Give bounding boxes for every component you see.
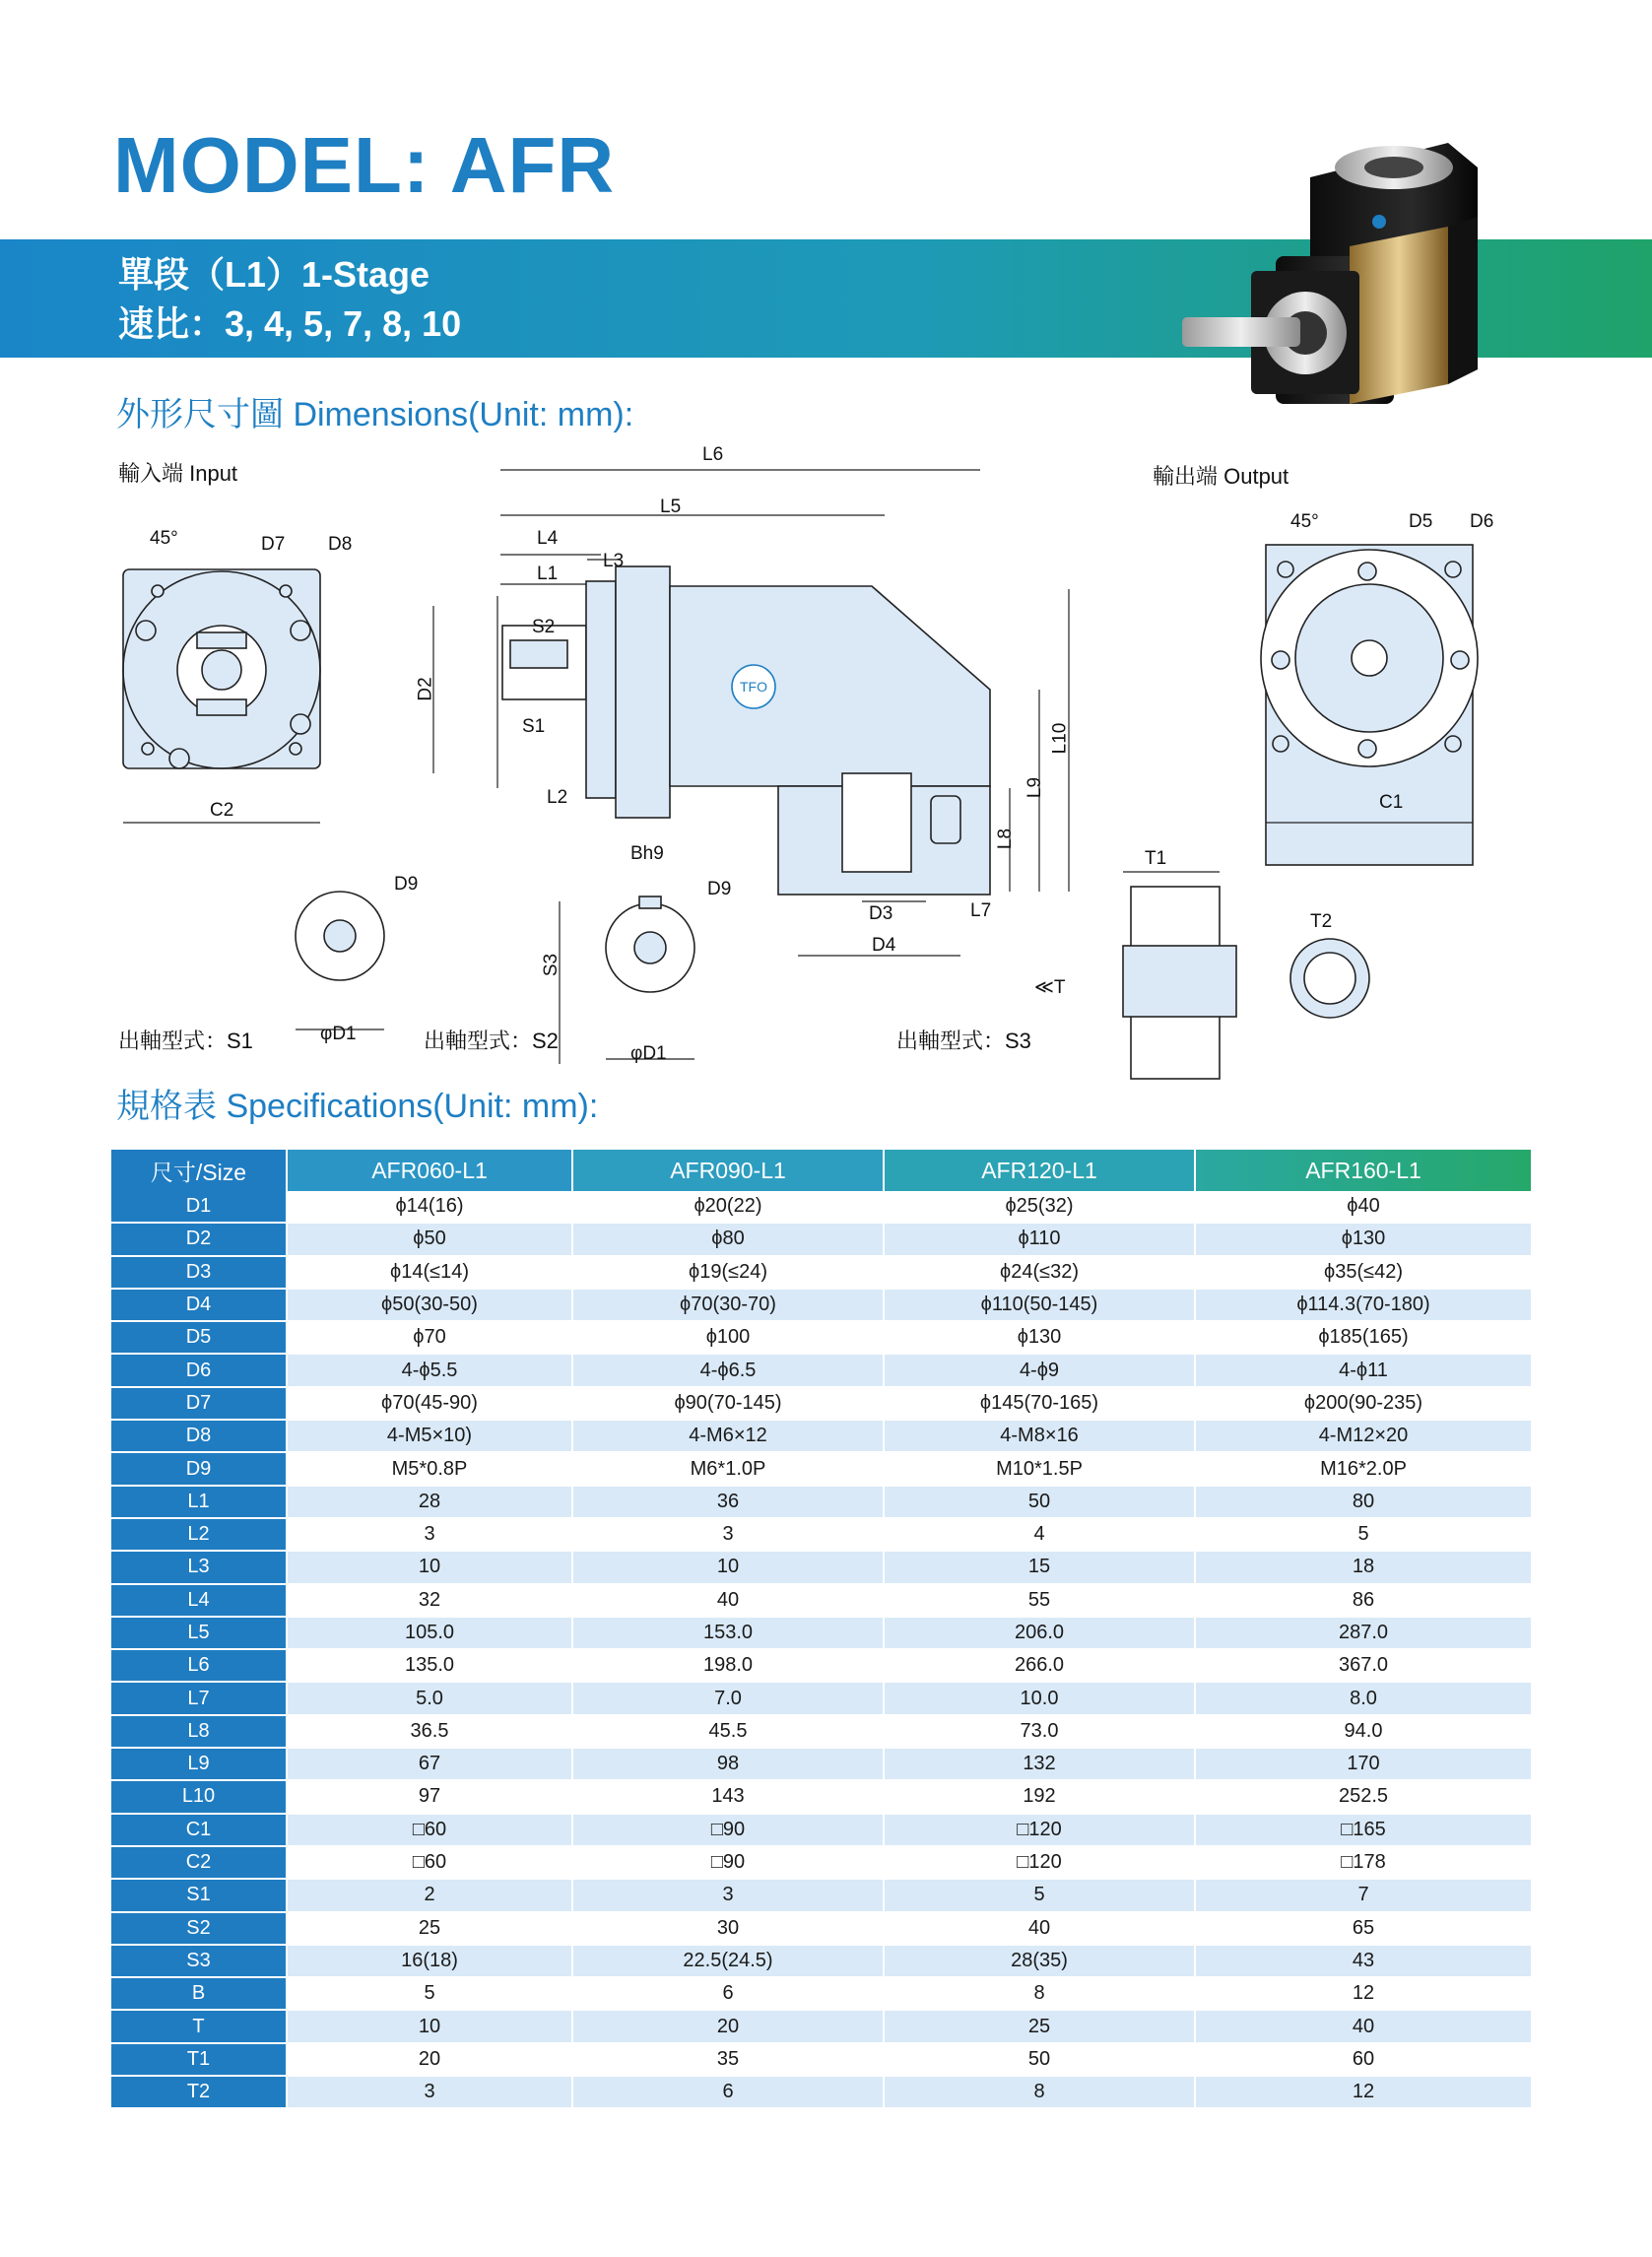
row-header-cell: D8 [111, 1420, 287, 1452]
header-afr060: AFR060-L1 [287, 1150, 572, 1191]
stage-line: 單段（L1）1-Stage [118, 254, 430, 295]
row-header-cell: T2 [111, 2076, 287, 2108]
table-cell: ϕ19(≤24) [572, 1256, 884, 1289]
dim-t1: T1 [1145, 848, 1167, 869]
table-row [111, 1846, 1532, 1879]
row-header-cell: D2 [111, 1223, 287, 1255]
table-cell: 192 [884, 1780, 1195, 1813]
dim-d1-s2: φD1 [630, 1043, 667, 1064]
dim-c2: C2 [210, 800, 234, 821]
table-cell: 132 [884, 1748, 1195, 1780]
table-cell: 4-ϕ6.5 [572, 1354, 884, 1386]
table-cell: ϕ114.3(70-180) [1195, 1289, 1532, 1321]
table-row [111, 2043, 1532, 2076]
dim-l4: L4 [537, 528, 559, 549]
table-cell: M6*1.0P [572, 1452, 884, 1485]
table-cell: M16*2.0P [1195, 1452, 1532, 1485]
table-cell: 45.5 [572, 1715, 884, 1748]
table-cell: ϕ130 [884, 1321, 1195, 1354]
table-cell: ϕ70(30-70) [572, 1289, 884, 1321]
table-cell: ϕ90(70-145) [572, 1387, 884, 1420]
input-label: 輸入端 Input [118, 461, 238, 486]
table-row [111, 1289, 1532, 1321]
table-row [111, 1748, 1532, 1780]
table-cell: 5.0 [287, 1682, 572, 1714]
tfo-logo: TFO [740, 679, 767, 695]
row-header-cell: T [111, 2010, 287, 2042]
row-header-cell: L2 [111, 1518, 287, 1551]
table-cell: 4-M12×20 [1195, 1420, 1532, 1452]
table-row [111, 1945, 1532, 1977]
dim-l3: L3 [603, 551, 625, 571]
dim-d6: D6 [1470, 511, 1494, 532]
table-cell: 6 [572, 2076, 884, 2108]
table-cell: 170 [1195, 1748, 1532, 1780]
row-header-cell: D4 [111, 1289, 287, 1321]
row-header-cell: L1 [111, 1486, 287, 1518]
dim-l5: L5 [660, 497, 682, 517]
s3-label: 出軸型式：S3 [896, 1029, 1031, 1053]
table-cell: 55 [884, 1584, 1195, 1617]
dim-l9: L9 [1024, 776, 1046, 799]
table-row [111, 1977, 1532, 2010]
table-cell: 5 [884, 1879, 1195, 1911]
row-header-cell: S3 [111, 1945, 287, 1977]
table-cell: ϕ25(32) [884, 1191, 1195, 1223]
table-cell: 3 [287, 1518, 572, 1551]
table-cell: 73.0 [884, 1715, 1195, 1748]
table-row [111, 1780, 1532, 1813]
header-afr160: AFR160-L1 [1195, 1150, 1532, 1191]
table-cell: ϕ130 [1195, 1223, 1532, 1255]
row-header-cell: S1 [111, 1879, 287, 1911]
row-header-cell: D3 [111, 1256, 287, 1289]
table-cell: □178 [1195, 1846, 1532, 1879]
table-cell: 4-ϕ11 [1195, 1354, 1532, 1386]
table-cell: 40 [884, 1912, 1195, 1945]
table-cell: 7.0 [572, 1682, 884, 1714]
table-cell: □90 [572, 1846, 884, 1879]
row-header-cell: L6 [111, 1649, 287, 1682]
table-cell: 30 [572, 1912, 884, 1945]
dim-l1: L1 [537, 564, 559, 584]
table-row [111, 1649, 1532, 1682]
table-cell: ϕ20(22) [572, 1191, 884, 1223]
row-header-cell: D6 [111, 1354, 287, 1386]
table-row [111, 1682, 1532, 1714]
specifications-heading: 規格表 Specifications(Unit: mm): [116, 1088, 599, 1125]
table-cell: 198.0 [572, 1649, 884, 1682]
table-cell: ϕ110(50-145) [884, 1289, 1195, 1321]
table-cell: 25 [884, 2010, 1195, 2042]
table-row [111, 1551, 1532, 1583]
row-header-cell: S2 [111, 1912, 287, 1945]
dim-t: ≪T [1034, 977, 1066, 998]
dim-bh9: Bh9 [630, 843, 664, 864]
row-header-cell: L9 [111, 1748, 287, 1780]
table-row [111, 1715, 1532, 1748]
dimension-drawing [0, 0, 1652, 1103]
dim-t2: T2 [1310, 911, 1333, 932]
row-header-cell: L8 [111, 1715, 287, 1748]
table-cell: ϕ35(≤42) [1195, 1256, 1532, 1289]
table-cell: 135.0 [287, 1649, 572, 1682]
table-cell: 40 [1195, 2010, 1532, 2042]
table-cell: 8 [884, 1977, 1195, 2010]
dim-d8: D8 [328, 534, 353, 555]
dim-l6: L6 [702, 444, 724, 465]
table-cell: 206.0 [884, 1617, 1195, 1649]
table-cell: □120 [884, 1814, 1195, 1846]
table-cell: 15 [884, 1551, 1195, 1583]
table-cell: 12 [1195, 1977, 1532, 2010]
table-cell: 28 [287, 1486, 572, 1518]
table-cell: ϕ14(16) [287, 1191, 572, 1223]
table-row [111, 1518, 1532, 1551]
header-afr120: AFR120-L1 [884, 1150, 1195, 1191]
table-cell: 98 [572, 1748, 884, 1780]
table-row [111, 1452, 1532, 1485]
table-cell: 4 [884, 1518, 1195, 1551]
page-title: MODEL: AFR [113, 121, 616, 209]
dim-d2: D2 [415, 677, 436, 701]
table-cell: 12 [1195, 2076, 1532, 2108]
table-cell: 86 [1195, 1584, 1532, 1617]
table-cell: □90 [572, 1814, 884, 1846]
table-cell: 3 [572, 1518, 884, 1551]
table-cell: M5*0.8P [287, 1452, 572, 1485]
table-cell: □60 [287, 1846, 572, 1879]
table-cell: ϕ200(90-235) [1195, 1387, 1532, 1420]
table-cell: ϕ70(45-90) [287, 1387, 572, 1420]
table-row [111, 1321, 1532, 1354]
table-cell: ϕ110 [884, 1223, 1195, 1255]
table-cell: □165 [1195, 1814, 1532, 1846]
table-cell: 50 [884, 2043, 1195, 2076]
row-header-cell: L5 [111, 1617, 287, 1649]
table-cell: 10 [287, 2010, 572, 2042]
table-cell: 10 [572, 1551, 884, 1583]
table-cell: 287.0 [1195, 1617, 1532, 1649]
dim-s2: S2 [532, 617, 556, 637]
row-header-cell: B [111, 1977, 287, 2010]
table-cell: ϕ24(≤32) [884, 1256, 1195, 1289]
table-cell: 4-M5×10) [287, 1420, 572, 1452]
table-cell: ϕ145(70-165) [884, 1387, 1195, 1420]
table-cell: 367.0 [1195, 1649, 1532, 1682]
table-cell: 4-M6×12 [572, 1420, 884, 1452]
table-cell: 6 [572, 1977, 884, 2010]
table-row [111, 1420, 1532, 1452]
table-cell: 143 [572, 1780, 884, 1813]
table-row [111, 1191, 1532, 1223]
row-header-cell: L4 [111, 1584, 287, 1617]
table-cell: 8 [884, 2076, 1195, 2108]
dim-l10: L10 [1049, 722, 1071, 755]
angle-label-input: 45° [150, 528, 178, 549]
table-cell: M10*1.5P [884, 1452, 1195, 1485]
table-cell: 35 [572, 2043, 884, 2076]
table-cell: ϕ70 [287, 1321, 572, 1354]
table-cell: ϕ40 [1195, 1191, 1532, 1223]
row-header-cell: D9 [111, 1452, 287, 1485]
table-cell: 153.0 [572, 1617, 884, 1649]
dimensions-heading: 外形尺寸圖 Dimensions(Unit: mm): [116, 396, 634, 433]
table-cell: 22.5(24.5) [572, 1945, 884, 1977]
row-header-cell: T1 [111, 2043, 287, 2076]
table-row [111, 1584, 1532, 1617]
table-cell: 105.0 [287, 1617, 572, 1649]
table-row [111, 2076, 1532, 2108]
header-size: 尺寸/Size [111, 1150, 287, 1191]
table-header-row [111, 1150, 1532, 1191]
table-cell: 8.0 [1195, 1682, 1532, 1714]
s1-label: 出軸型式：S1 [118, 1029, 253, 1053]
row-header-cell: C2 [111, 1846, 287, 1879]
table-cell: 20 [287, 2043, 572, 2076]
table-row [111, 1387, 1532, 1420]
table-cell: 4-ϕ9 [884, 1354, 1195, 1386]
dim-c1: C1 [1379, 792, 1404, 813]
row-header-cell: D7 [111, 1387, 287, 1420]
dim-l8: L8 [995, 828, 1017, 850]
table-cell: 266.0 [884, 1649, 1195, 1682]
table-cell: 10 [287, 1551, 572, 1583]
s2-label: 出軸型式：S2 [424, 1029, 559, 1053]
angle-label-output: 45° [1290, 511, 1319, 532]
row-header-cell: D5 [111, 1321, 287, 1354]
row-header-cell: C1 [111, 1814, 287, 1846]
dim-d4: D4 [872, 935, 896, 956]
table-cell: 65 [1195, 1912, 1532, 1945]
dim-l7: L7 [970, 900, 992, 921]
dim-d3: D3 [869, 903, 893, 924]
table-cell: 36.5 [287, 1715, 572, 1748]
table-cell: 18 [1195, 1551, 1532, 1583]
dim-d1-s1: φD1 [320, 1024, 357, 1044]
dim-d7: D7 [261, 534, 286, 555]
table-cell: 20 [572, 2010, 884, 2042]
table-cell: 36 [572, 1486, 884, 1518]
table-cell: 25 [287, 1912, 572, 1945]
table-cell: 7 [1195, 1879, 1532, 1911]
row-header-cell: L3 [111, 1551, 287, 1583]
table-cell: □60 [287, 1814, 572, 1846]
table-cell: 97 [287, 1780, 572, 1813]
table-row [111, 1354, 1532, 1386]
table-cell: 50 [884, 1486, 1195, 1518]
table-cell: ϕ100 [572, 1321, 884, 1354]
table-cell: 67 [287, 1748, 572, 1780]
table-cell: 10.0 [884, 1682, 1195, 1714]
table-row [111, 1912, 1532, 1945]
table-cell: ϕ80 [572, 1223, 884, 1255]
table-cell: 252.5 [1195, 1780, 1532, 1813]
header-afr090: AFR090-L1 [572, 1150, 884, 1191]
table-cell: 32 [287, 1584, 572, 1617]
row-header-cell: L7 [111, 1682, 287, 1714]
dim-s1: S1 [522, 716, 546, 737]
table-cell: □120 [884, 1846, 1195, 1879]
row-header-cell: D1 [111, 1191, 287, 1223]
table-cell: ϕ50 [287, 1223, 572, 1255]
table-cell: 5 [1195, 1518, 1532, 1551]
table-row [111, 1256, 1532, 1289]
table-row [111, 1223, 1532, 1255]
table-cell: 3 [287, 2076, 572, 2108]
dim-d9-s1: D9 [394, 874, 419, 895]
table-cell: 60 [1195, 2043, 1532, 2076]
table-cell: ϕ50(30-50) [287, 1289, 572, 1321]
dim-l2: L2 [547, 787, 568, 808]
table-cell: ϕ14(≤14) [287, 1256, 572, 1289]
table-cell: 4-M8×16 [884, 1420, 1195, 1452]
table-cell: 28(35) [884, 1945, 1195, 1977]
table-cell: 5 [287, 1977, 572, 2010]
table-cell: 2 [287, 1879, 572, 1911]
row-header-cell: L10 [111, 1780, 287, 1813]
table-cell: 40 [572, 1584, 884, 1617]
spec-table [111, 1150, 1533, 2109]
table-row [111, 1617, 1532, 1649]
ratio-line: 速比：3, 4, 5, 7, 8, 10 [118, 303, 462, 344]
table-cell: 16(18) [287, 1945, 572, 1977]
dim-d5: D5 [1409, 511, 1433, 532]
dim-d9-s2: D9 [707, 879, 732, 899]
table-cell: 43 [1195, 1945, 1532, 1977]
table-cell: 3 [572, 1879, 884, 1911]
table-cell: 4-ϕ5.5 [287, 1354, 572, 1386]
output-label: 輸出端 Output [1153, 464, 1289, 489]
table-row [111, 2010, 1532, 2042]
table-row [111, 1814, 1532, 1846]
table-cell: ϕ185(165) [1195, 1321, 1532, 1354]
table-cell: 80 [1195, 1486, 1532, 1518]
table-cell: 94.0 [1195, 1715, 1532, 1748]
table-row [111, 1879, 1532, 1911]
dim-s3: S3 [541, 953, 562, 977]
table-row [111, 1486, 1532, 1518]
